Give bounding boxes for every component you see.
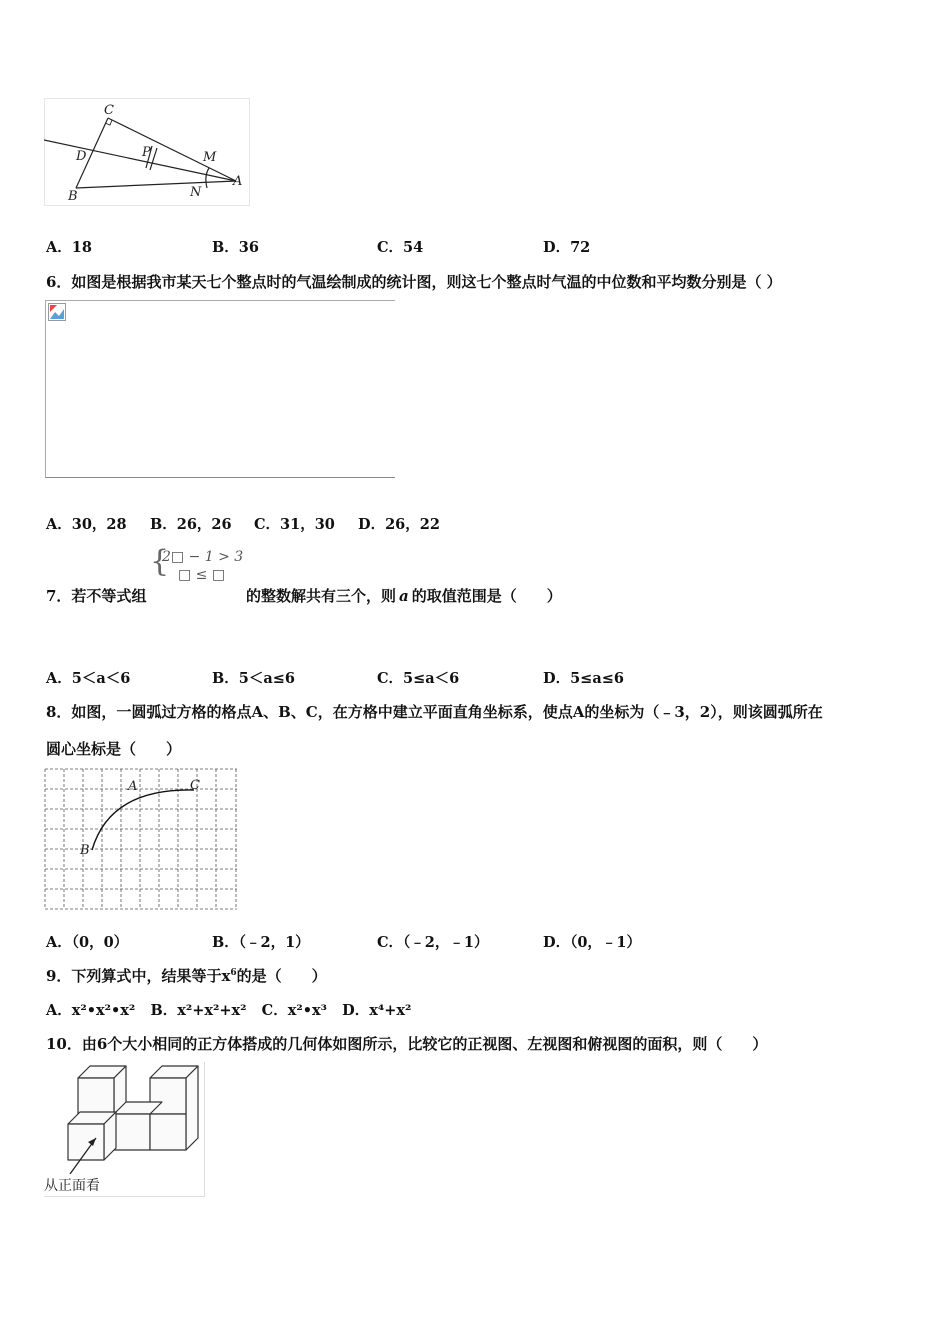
q9-question — [46, 965, 327, 986]
q5-option-b: B．36 — [212, 239, 259, 256]
q7-option-b: B．5＜a≤6 — [212, 670, 295, 687]
q7-option-a: A．5＜a＜6 — [46, 670, 131, 687]
grid-label-B: B — [80, 843, 90, 858]
q7-option-d: D．5≤a≤6 — [543, 670, 624, 687]
arc-MN — [206, 168, 209, 188]
q9-option-d: D．x⁴+x² — [342, 1002, 412, 1019]
q6-option-b: B．26，26 — [150, 516, 232, 533]
q6-option-a: A．30，28 — [46, 516, 127, 533]
q6-option-d: D．26，22 — [358, 516, 440, 533]
q10-cube-figure — [44, 1062, 205, 1197]
q8-option-d: D．（0，﹣1） — [543, 934, 642, 951]
q8-option-c: C．（﹣2，﹣1） — [377, 934, 489, 951]
label-M: M — [203, 150, 217, 165]
q8-option-b: B．（﹣2，1） — [212, 934, 310, 951]
cubes-drawing — [44, 1062, 204, 1174]
q7-system-line1: 2□ − 1 > 3 — [162, 549, 244, 565]
q8-grid-figure — [44, 768, 238, 912]
q9-option-b: B．x²+x²+x² — [150, 1002, 247, 1019]
q10-question: 10．由6个大小相同的正方体搭成的几何体如图所示，比较它的正视图、左视图和俯视图的面积，则（ ） — [46, 1035, 768, 1053]
label-D: D — [76, 149, 87, 164]
q5-option-d: D．72 — [543, 239, 591, 256]
q6-broken-image-placeholder — [45, 300, 395, 478]
q7-inequality-system — [150, 544, 244, 584]
q6-option-c: C．31，30 — [254, 516, 335, 533]
grid-label-A: A — [128, 779, 138, 794]
broken-image-icon — [48, 303, 66, 321]
q8-question-line1: 8．如图，一圆弧过方格的格点A、B、C，在方格中建立平面直角坐标系，使点A的坐标为（﹣3，2），则该圆弧所在 — [46, 703, 823, 721]
q10-figure-caption: 从正面看 — [44, 1178, 100, 1194]
q9-options-row — [46, 999, 411, 1020]
label-B: B — [68, 189, 78, 204]
q7-option-c: C．5≤a＜6 — [377, 670, 460, 687]
grid-lines — [45, 769, 237, 909]
label-P: P — [142, 145, 151, 160]
segment-CA — [108, 118, 236, 181]
label-N: N — [190, 185, 202, 200]
q9-exponent: 6 — [230, 968, 237, 978]
q6-question: 6．如图是根据我市某天七个整点时的气温绘制成的统计图，则这七个整点时气温的中位数和平均数分别是（ ） — [46, 273, 782, 291]
q9-option-c: C．x²•x³ — [261, 1002, 327, 1019]
arc-BAC — [92, 790, 194, 850]
grid-label-C: C — [190, 778, 200, 793]
q5-geometry-figure — [44, 98, 250, 206]
q8-option-a: A．（0，0） — [46, 934, 129, 951]
q5-option-c: C．54 — [377, 239, 424, 256]
q7-variable: a — [399, 587, 409, 605]
label-C: C — [104, 103, 114, 118]
q7-question-rest — [246, 585, 562, 606]
q7-question-mid: 的整数解共有三个，则 — [246, 587, 397, 605]
label-A: A — [233, 174, 243, 189]
brace-icon: { — [150, 544, 170, 579]
q7-question-suffix: 的取值范围是（ ） — [411, 587, 562, 605]
q8-question-line2: 圆心坐标是（ ） — [46, 740, 182, 758]
segment-BA — [76, 181, 236, 188]
q7-question-prefix: 7．若不等式组 — [46, 587, 147, 605]
q9-question-pre: 9．下列算式中，结果等于x — [46, 967, 231, 985]
q9-option-a: A．x²•x²•x² — [46, 1002, 136, 1019]
cube-front — [68, 1124, 104, 1160]
q7-system-line2: □ ≤ □ — [178, 567, 226, 583]
q5-option-a: A．18 — [46, 239, 92, 256]
q9-question-post: 的是（ ） — [236, 967, 327, 985]
